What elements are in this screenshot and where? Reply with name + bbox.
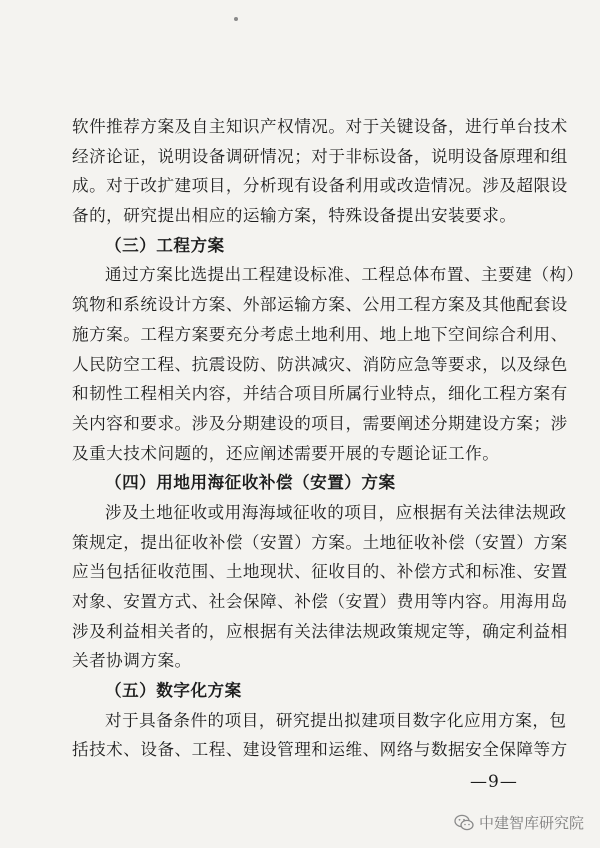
text-line: 关者协调方案。 bbox=[72, 651, 192, 671]
section-heading: （五）数字化方案 bbox=[105, 680, 242, 701]
wechat-logo-icon bbox=[454, 814, 474, 832]
section-heading: （四）用地用海征收补偿（安置）方案 bbox=[105, 472, 396, 493]
text-line: 应当包括征收范围、土地现状、征收目的、补偿方式和标准、安置 bbox=[72, 562, 568, 582]
text-line: 关内容和要求。涉及分期建设的项目，需要阐述分期建设方案；涉 bbox=[72, 413, 568, 433]
text-line: 人民防空工程、抗震设防、防洪减灾、消防应急等要求，以及绿色 bbox=[72, 354, 568, 374]
text-line: 和韧性工程相关内容，并结合项目所属行业特点，细化工程方案有 bbox=[72, 384, 568, 404]
text-line: 备的，研究提出相应的运输方案，特殊设备提出安装要求。 bbox=[72, 206, 517, 226]
text-line: 策规定，提出征收补偿（安置）方案。土地征收补偿（安置）方案 bbox=[72, 532, 568, 552]
text-line: 通过方案比选提出工程建设标准、工程总体布置、主要建（构） bbox=[105, 265, 584, 285]
text-line: 施方案。工程方案要充分考虑土地利用、地上地下空间综合利用、 bbox=[72, 324, 568, 344]
text-line: 括技术、设备、工程、建设管理和运维、网络与数据安全保障等方 bbox=[72, 740, 568, 760]
section-heading: （三）工程方案 bbox=[105, 234, 225, 255]
scan-dot bbox=[234, 17, 238, 21]
page-number: —9— bbox=[470, 772, 518, 792]
text-line: 涉及利益相关者的，应根据有关法律法规政策规定等，确定利益相 bbox=[72, 621, 568, 641]
watermark bbox=[454, 812, 584, 833]
text-line: 涉及土地征收或用海海域征收的项目，应根据有关法律法规政 bbox=[105, 502, 567, 522]
watermark-text: 中建智库研究院 bbox=[479, 814, 585, 832]
text-line: 成。对于改扩建项目，分析现有设备利用或改造情况。涉及超限设 bbox=[72, 176, 568, 196]
text-line: 对于具备条件的项目，研究提出拟建项目数字化应用方案，包 bbox=[105, 710, 567, 730]
body-text bbox=[72, 112, 584, 765]
text-line: 软件推荐方案及自主知识产权情况。对于关键设备，进行单台技术 bbox=[72, 117, 568, 136]
text-line: 对象、安置方式、社会保障、补偿（安置）费用等内容。用海用岛 bbox=[72, 592, 568, 611]
text-line: 经济论证，说明设备调研情况；对于非标设备，说明设备原理和组 bbox=[72, 146, 568, 166]
text-line: 及重大技术问题的，还应阐述需要开展的专题论证工作。 bbox=[72, 443, 500, 463]
text-line: 筑物和系统设计方案、外部运输方案、公用工程方案及其他配套设 bbox=[72, 295, 568, 315]
